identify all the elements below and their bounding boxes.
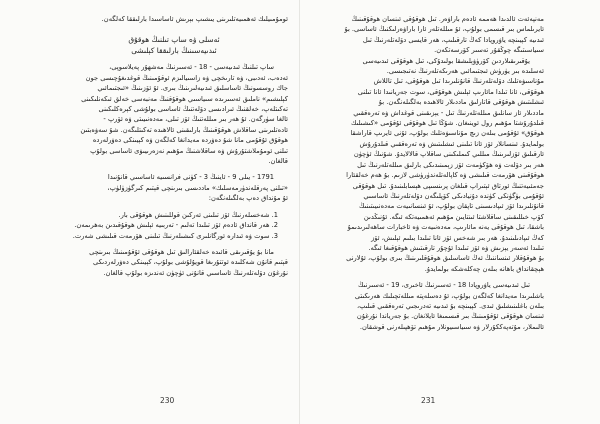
text-line: تىلىدا ئەسەر يېزىش ۋە ئۆز تىلىدا ئۇچۇر تارقىتىش ھوقۇقىغا ئىگە. — [368, 243, 544, 252]
left-para-2 — [60, 172, 288, 203]
text-line: تىل ئىدىيەسى ياۋروپادا 18 - ئەسىرنىڭ ئاخىرى، 19 - ئەسىرنىڭ — [358, 281, 530, 290]
text-line: قىلدۇرۇشتا مۇھىم رول ئوينىغان. شۇڭا تىل ھوقۇقى ئۇقۇمى «كىشىلىك — [350, 119, 544, 128]
text-line: 1791 - يىلى 9 - ئاينىڭ 3 - كۈنى فرانسىيە ئاساسىي قانۇنىدا — [107, 173, 274, 182]
text-line: ئىدىيە كېيىنچە ياۋروپادا كەڭ تارقىلىپ، ھەر قايسى دۆلەتلەرنىڭ تىل — [362, 35, 544, 44]
text-line: كۆپ خىللىقىنى ساقلاشتا ئىنتايىن مۇھىم ئەھمىيەتكە ئىگە. ئۇنىڭدىن — [363, 212, 544, 221]
right-para-1 — [312, 14, 544, 56]
text-line: ھوقۇق» ئۇقۇمى بىلەن زىچ مۇناسىۋەتلىك بولۇپ، ئۇنى ئايرىپ قاراشقا — [350, 129, 544, 138]
text-line: سىياسىتىگە چوڭقۇر تەسىر كۆرسەتكەن. — [434, 46, 544, 55]
text-line: ئادەتلىرىنى ساقلاش ھوقۇقىنىڭ بارلىقىنى ئالاھىدە تەكىتلىگەن. شۇ سەۋەبتىن — [80, 125, 288, 134]
text-line: قېتىم قانۇن شەكلىدە ئوتتۇرىغا قويۇلۇشى بولۇپ، كېيىنكى دەۋرلەردىكى — [93, 258, 288, 267]
list-item: 3. سوت ۋە ئىدارە ئورگانلىرى كىشىلەرنىڭ تىلىنى ھۆرمەت قىلىشى شەرت. — [72, 231, 278, 240]
top-line: ئومۇمىيلىك ئەھمىيەتلىرىنى يىشىپ بېرىش ئاساسىدا بارلىققا كەلگەن. — [101, 15, 288, 23]
section-title-line2: ئىدىيەسىنىڭ بارلىققا كېلىشى — [131, 46, 217, 56]
text-line: تەكىتلەپ، خەلقنىڭ ئىرادىسى دۆلەتنىڭ ئاساسى بولۇشى كېرەكلىكىنى — [98, 105, 288, 114]
text-line: ئەدەب، ئەدىبى، ۋە تارىخچى ۋە زاسىيالىزم ئوقۇمىنىڭ قوغدىغۇچىسى جون — [85, 73, 288, 82]
text-line: ئىشلىتىش ھوقۇقى قاتارلىق ماددىلار ئالاھىدە بەلگىلەنگەن. بۇ — [378, 98, 544, 107]
text-line: ئۇ مۇنداق دەپ بەلگىلەنگەن: — [208, 194, 288, 203]
list-item: 2. ھەر قانداق ئادەم ئۆز تىلىدا تەلىم - تەربىيە ئېلىش ھوقۇقىدىن بەھرىمەن. — [74, 221, 278, 230]
text-line: جەمئىيەتنىڭ ئورتاق ئېتىراپ قىلغان پرىنسىپى ھېسابلىنىدۇ. تىل ھوقۇقى — [352, 181, 544, 190]
text-line: بۇ ھوقۇقلار ئىنساننىڭ ئەڭ ئاساسلىق ھوقۇقلىرىنىڭ بىرى بولۇپ، ئۇلارنى — [346, 254, 544, 263]
text-line: ئارقىلىق ئۆزلىرىنىڭ مىللىي كىملىكىنى ساقلاپ قالالايدۇ. شۇنىڭ ئۈچۈن — [353, 150, 544, 159]
left-para-3 — [60, 247, 288, 278]
text-line: كەڭ ئىپادىلىنىدۇ. ھەر بىر شەخس ئۆز ئانا تىلىدا بىلىم ئېلىش، ئۆز — [371, 233, 544, 242]
text-line: نۇرغۇن دۆلەتلەرنىڭ ئاساسىي قانۇنى ئۈچۈن ئەندىزە بولۇپ قالغان. — [103, 268, 288, 277]
right-page-number: 231 — [421, 396, 436, 405]
text-line: باشلىرىدا مەيدانغا كەلگەن بولۇپ، ئۇ دەسلەپتە مىللەتچىلىك ھەرىكىتى — [354, 291, 544, 300]
text-line: ماددىلار ئاز سانلىق مىللەتلەرنىڭ تىل - يېزىقىنى قوغداش ۋە تەرەققىي — [353, 108, 544, 117]
text-line: ھوقۇق ئۇقۇمى مانا شۇ دەۋردە مەيدانغا كەلگەن ۋە كېيىنكى دەۋرلەردە — [92, 136, 288, 145]
page-gutter — [299, 0, 300, 424]
text-line: مەنپەئەت ئالدىدا ھەممە ئادەم باراۋەر. تىل ھوقۇقى ئىنسان ھوقۇقىنىڭ — [351, 15, 544, 23]
text-line: ئالىملار، مۇتەپەككۇرلار ۋە سىياسىيونلار مۇھىم تۆھپىلەرنى قوشقان. — [359, 322, 544, 331]
right-para-3 — [312, 280, 544, 332]
list-item: 1. شەخسلەرنىڭ ئۆز تىلىنى ئەركىن قوللىنىش ھوقۇقى بار. — [118, 210, 278, 219]
text-line: جاك روسسونىڭ ئاساسلىق ئىدىيەلىرىنىڭ بىرى. ئۇ ئۆزىنىڭ «ئىجتىمائىي — [97, 84, 288, 93]
text-line: ھوقۇقىنى ھۆرمەت قىلىشى ۋە كاپالەتلەندۈرۈشى لازىم. بۇ ھەم خەلقئارا — [346, 171, 544, 180]
left-page — [60, 14, 288, 278]
text-line: كېلىشىم» ناملىق ئەسىرىدە سىياسىي ھوقۇقنىڭ مەنبەسى خەلق ئىكەنلىكىنى — [81, 94, 288, 103]
text-line: بىلەن باغلىنىشلىق ئىدى. كېيىنچە بۇ ئىدىيە تەدرىجىي تەرەققىي قىلىپ، — [356, 301, 544, 310]
text-line: ئىنسان ھوقۇقى ئۇقۇمىنىڭ بىر قىسمىغا ئايلانغان. بۇ جەرياندا نۇرغۇن — [356, 312, 544, 321]
text-line: ھەر بىر دۆلەت ۋە ھۆكۈمەت ئۆز زېمىنىدىكى بارلىق مىللەتلەرنىڭ تىل — [357, 160, 544, 169]
left-page-number: 230 — [160, 396, 175, 405]
text-line: ئەسلىدە بىر يۈرۈش ئىجتىمائىي ھەرىكەتلەرنىڭ نەتىجىسى. — [386, 67, 544, 76]
text-line: ساپ تىلنىڭ ئىدىيەسى - 18 - ئەسىرنىڭ مەشھۇر پەيلاسوپى، — [109, 63, 274, 72]
text-line: «تىلنى پەرقلەندۈرمەسلىك» ماددىسى بىرىنچى قېتىم كىرگۈزۈلۈپ، — [107, 183, 288, 192]
text-line: باشقا، تىل ھوقۇقى يەنە مائارىپ، مەدەنىيەت ۋە ئاخبارات ساھەلىرىدىمۇ — [347, 223, 544, 232]
text-line: يۇقىرىقىلاردىن كۆرۈۋېلىشقا بولىدۇكى، تىل ھوقۇقى ئىدىيەسى — [362, 56, 530, 65]
text-line: بولمايدۇ. ئىنسانلار ئۆز ئانا تىلىنى ئىشلىتىش ۋە تەرەققىي قىلدۇرۇش — [359, 139, 544, 148]
right-para-2 — [312, 56, 544, 275]
text-line: قالغان. — [268, 157, 288, 166]
section-title-line1: ئەسلى ۋە ساپ تىلنىڭ ھوقۇق — [128, 35, 220, 45]
left-para-1 — [60, 62, 288, 166]
text-line: مۇناسىۋەتلىك دۆلەتلەرنىڭ قانۇنلىرىدا تىل ھوقۇقى، تىل تاللاش — [373, 77, 544, 86]
text-line: ھېچقانداق باھانە بىلەن چەكلەشكە بولمايدۇ. — [424, 264, 544, 273]
text-line: ھوقۇقى، ئانا تىلدا مائارىپ ئېلىش ھوقۇقى، سوت جەريانىدا ئانا تىلنى — [357, 87, 544, 96]
text-line: ئۇقۇمى بۈگۈنكى كۈندە دۇنيادىكى كۆپلىگەن دۆلەتلەرنىڭ ئاساسىي — [363, 191, 544, 200]
text-line: مانا بۇ يۇقىرىقى قائىدە خەلقئارالىق تىل ھوقۇقى ئۇقۇمىنىڭ بىرىنچى — [89, 247, 274, 256]
text-line: تىلنى ئومۇملاشتۇرۇش ۋە ساقلاشنىڭ مۇھىم نەزەرىيىۋى ئاساسى بولۇپ — [90, 146, 288, 155]
right-page — [312, 14, 544, 332]
text-line: قانۇنلىرىدا ئۆز ئىپادىسىنى تاپقان بولۇپ، ئۇ ئىنسانىيەت مەدەنىيىتىنىڭ — [359, 202, 544, 211]
numbered-list — [60, 210, 288, 241]
text-line: ئايرىلماس بىر قىسمى بولۇپ، ئۇ مىللەتلەر ئارا باراۋەرلىكنىڭ ئاساسى. بۇ — [344, 25, 544, 34]
text-line: ئالغا سۈرگەن. ئۇ ھەر بىر مىللەتنىڭ ئۆز تىلى، مەدەنىيىتى ۋە ئۆرپ - — [103, 115, 288, 124]
